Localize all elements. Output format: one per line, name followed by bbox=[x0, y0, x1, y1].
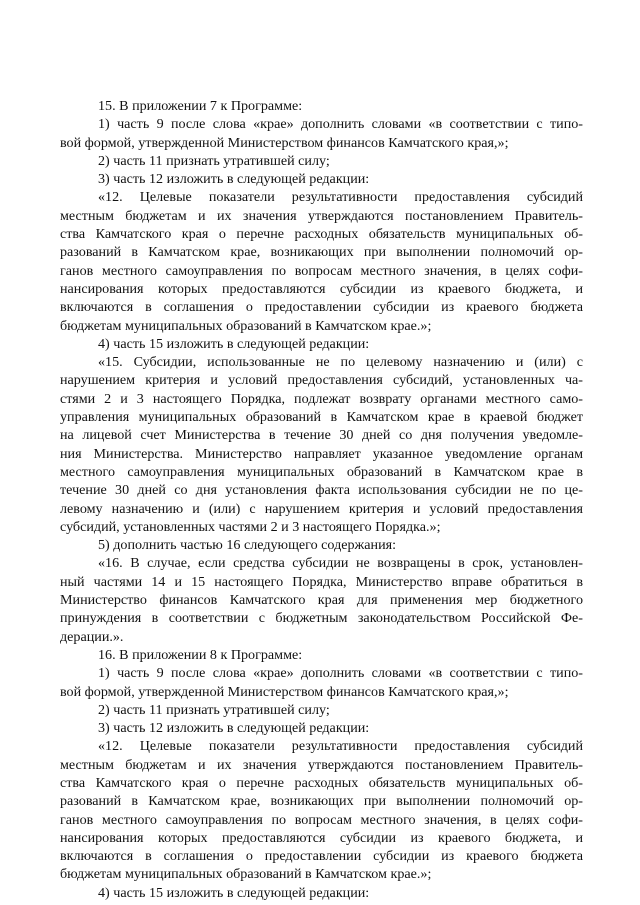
text-line: 1) часть 9 после слова «крае» дополнить словами «в соответствии с типо- bbox=[98, 665, 583, 682]
text-line: 3) часть 12 изложить в следующей редакции: bbox=[98, 171, 370, 188]
text-line: 2) часть 11 признать утратившей силу; bbox=[98, 701, 330, 718]
text-line: дерации.». bbox=[60, 628, 124, 645]
text-line: «15. Субсидии, использованные не по целевому назначению и (или) с bbox=[98, 354, 583, 371]
text-line: стями 2 и 3 настоящего Порядка, подлежат возврату органами местного само- bbox=[60, 390, 583, 407]
text-line: ганов местного самоуправления по вопросам местного значения, в целях софи- bbox=[60, 262, 583, 279]
text-line: местного самоуправления муниципальных образований в Камчатском крае в bbox=[60, 463, 583, 480]
text-line: «12. Целевые показатели результативности предоставления субсидий bbox=[98, 738, 583, 755]
text-line: включаются в соглашения о предоставлении субсидии из краевого бюджета bbox=[60, 848, 583, 865]
text-line: Министерство финансов Камчатского края для применения мер бюджетного bbox=[60, 592, 583, 609]
text-line: 5) дополнить частью 16 следующего содержания: bbox=[98, 537, 397, 554]
text-line: вой формой, утвержденной Министерством финансов Камчатского края,»; bbox=[60, 683, 509, 700]
text-line: бюджетам муниципальных образований в Камчатском крае.»; bbox=[60, 866, 432, 883]
text-line: ганов местного самоуправления по вопросам местного значения, в целях софи- bbox=[60, 811, 583, 828]
text-line: субсидий, установленных частями 2 и 3 настоящего Порядка.»; bbox=[60, 518, 441, 535]
text-line: 4) часть 15 изложить в следующей редакции: bbox=[98, 335, 370, 352]
text-line: ния Министерства. Министерство направляет указанное уведомление органам bbox=[60, 445, 583, 462]
text-line: принуждения в соответствии с бюджетным законодательством Российской Фе- bbox=[60, 610, 583, 627]
text-line: ства Камчатского края о перечне расходных обязательств муниципальных об- bbox=[60, 774, 583, 791]
text-line: разований в Камчатском крае, возникающих при выполнении полномочий ор- bbox=[60, 244, 583, 261]
text-line: течение 30 дней со дня установления факта использования субсидии не по це- bbox=[60, 482, 583, 499]
text-line: разований в Камчатском крае, возникающих при выполнении полномочий ор- bbox=[60, 793, 583, 810]
text-line: 1) часть 9 после слова «крае» дополнить словами «в соответствии с типо- bbox=[98, 116, 583, 133]
text-line: нарушением критерия и условий предоставления субсидий, установленных ча- bbox=[60, 372, 583, 389]
document-body bbox=[60, 97, 583, 902]
text-line: 3) часть 12 изложить в следующей редакции: bbox=[98, 720, 370, 737]
text-line: 15. В приложении 7 к Программе: bbox=[98, 98, 303, 114]
text-line: вой формой, утвержденной Министерством финансов Камчатского края,»; bbox=[60, 134, 509, 151]
text-line: бюджетам муниципальных образований в Камчатском крае.»; bbox=[60, 317, 432, 334]
text-line: левому назначению и (или) с нарушением критерия и условий предоставления bbox=[60, 500, 583, 517]
text-line: нансирования которых предоставляются субсидии из краевого бюджета, и bbox=[60, 829, 583, 846]
text-line: на лицевой счет Министерства в течение 30 дней со дня получения уведомле- bbox=[60, 427, 583, 444]
text-line: местным бюджетам и их значения утверждаются постановлением Правитель- bbox=[60, 207, 583, 224]
text-line: местным бюджетам и их значения утверждаются постановлением Правитель- bbox=[60, 756, 583, 773]
text-line: 16. В приложении 8 к Программе: bbox=[98, 646, 303, 663]
text-line: «16. В случае, если средства субсидии не возвращены в срок, установлен- bbox=[98, 555, 583, 572]
text-line: управления муниципальных образований в Камчатском крае в краевой бюджет bbox=[60, 409, 583, 426]
text-line: 4) часть 15 изложить в следующей редакции: bbox=[98, 884, 370, 901]
text-line: 2) часть 11 признать утратившей силу; bbox=[98, 152, 330, 169]
text-line: нансирования которых предоставляются субсидии из краевого бюджета, и bbox=[60, 280, 583, 297]
text-line: ства Камчатского края о перечне расходных обязательств муниципальных об- bbox=[60, 226, 583, 243]
text-line: ный частями 14 и 15 настоящего Порядка, Министерство вправе обратиться в bbox=[60, 573, 583, 590]
text-line: включаются в соглашения о предоставлении субсидии из краевого бюджета bbox=[60, 299, 583, 316]
text-line: «12. Целевые показатели результативности предоставления субсидий bbox=[98, 189, 583, 206]
